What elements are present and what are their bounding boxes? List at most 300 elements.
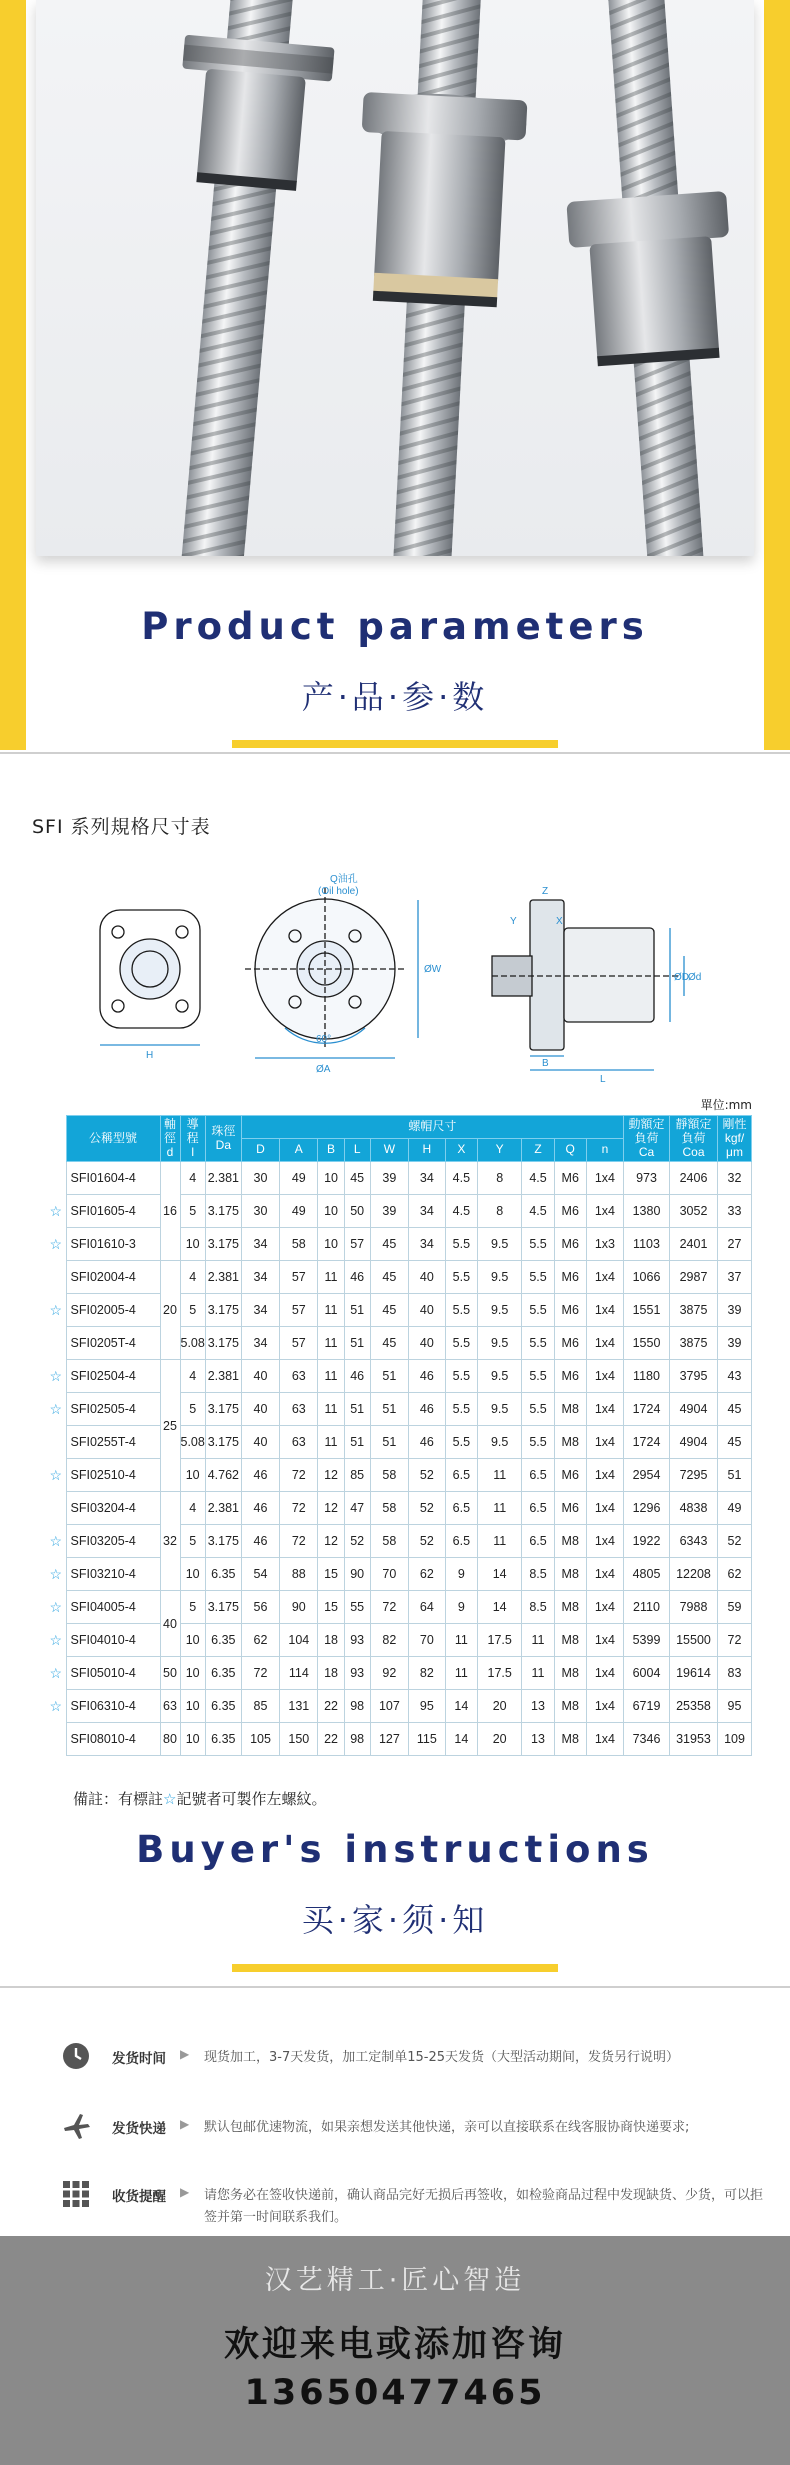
star-mark: ☆ [46, 1690, 66, 1723]
star-mark: ☆ [46, 1393, 66, 1426]
cell-q: M6 [554, 1294, 586, 1327]
cell-w: 127 [370, 1723, 408, 1756]
cell-y: 17.5 [477, 1657, 521, 1690]
star-mark: ☆ [46, 1624, 66, 1657]
cell-y: 9.5 [477, 1360, 521, 1393]
cell-q: M8 [554, 1591, 586, 1624]
cell-a: 90 [280, 1591, 318, 1624]
cell-rigidity: 62 [718, 1558, 752, 1591]
cell-y: 9.5 [477, 1261, 521, 1294]
table-row [46, 1690, 752, 1723]
cell-b: 10 [318, 1228, 344, 1261]
cell-l: 51 [344, 1327, 370, 1360]
cell-x: 6.5 [445, 1525, 477, 1558]
cell-lead: 4 [180, 1162, 205, 1195]
cell-z: 5.5 [522, 1360, 554, 1393]
cell-n: 1x4 [586, 1723, 623, 1756]
table-row [46, 1162, 752, 1195]
cell-q: M6 [554, 1162, 586, 1195]
drawing-label-oil-hole: (Oil hole) [318, 886, 359, 897]
header-col-b: B [318, 1139, 344, 1162]
cell-d: 30 [241, 1195, 279, 1228]
cell-x: 5.5 [445, 1294, 477, 1327]
cell-b: 11 [318, 1294, 344, 1327]
chevron-right-icon: ▶ [180, 2117, 190, 2131]
cell-ball-diameter: 6.35 [205, 1723, 241, 1756]
cell-model: SFI05010-4 [66, 1657, 160, 1690]
cell-d: 46 [241, 1525, 279, 1558]
cell-a: 72 [280, 1492, 318, 1525]
cell-static-load: 3875 [670, 1327, 718, 1360]
cell-w: 39 [370, 1162, 408, 1195]
drawing-label-a: ØA [316, 1064, 331, 1075]
cell-dynamic-load: 6719 [624, 1690, 670, 1723]
cell-b: 15 [318, 1558, 344, 1591]
cell-static-load: 19614 [670, 1657, 718, 1690]
note-prefix: 備註：有標註 [73, 1790, 164, 1808]
cell-model: SFI01605-4 [66, 1195, 160, 1228]
cell-x: 4.5 [445, 1195, 477, 1228]
cell-b: 11 [318, 1327, 344, 1360]
buyer-item-label: 收货提醒 [112, 2189, 166, 2205]
cell-n: 1x4 [586, 1624, 623, 1657]
cell-rigidity: 83 [718, 1657, 752, 1690]
buyer-title-en: Buyer's instructions [136, 1828, 654, 1871]
cell-h: 46 [409, 1393, 446, 1426]
cell-d: 30 [241, 1162, 279, 1195]
drawing-label-z: Z [542, 886, 549, 897]
cell-z: 5.5 [522, 1261, 554, 1294]
cell-rigidity: 72 [718, 1624, 752, 1657]
cell-n: 1x3 [586, 1228, 623, 1261]
cell-l: 93 [344, 1624, 370, 1657]
cell-x: 5.5 [445, 1261, 477, 1294]
table-row [46, 1393, 752, 1426]
grid-icon [60, 2178, 92, 2210]
technical-drawing [80, 860, 720, 1100]
cell-ball-diameter: 2.381 [205, 1261, 241, 1294]
cell-d: 46 [241, 1459, 279, 1492]
cell-z: 8.5 [522, 1558, 554, 1591]
cell-a: 63 [280, 1393, 318, 1426]
cell-shaft-diameter: 32 [160, 1492, 180, 1591]
cell-h: 40 [409, 1327, 446, 1360]
header-ball: 珠徑 Da [205, 1116, 241, 1162]
cell-z: 13 [522, 1690, 554, 1723]
cell-lead: 4 [180, 1360, 205, 1393]
header-col-x: X [445, 1139, 477, 1162]
cell-h: 64 [409, 1591, 446, 1624]
table-row [46, 1294, 752, 1327]
cell-ball-diameter: 2.381 [205, 1492, 241, 1525]
cell-x: 5.5 [445, 1228, 477, 1261]
cell-dynamic-load: 1180 [624, 1360, 670, 1393]
cell-a: 57 [280, 1261, 318, 1294]
cell-l: 85 [344, 1459, 370, 1492]
cell-dynamic-load: 1724 [624, 1393, 670, 1426]
spec-table-body [46, 1162, 752, 1756]
header-static-load: 靜額定 負荷 Coa [670, 1116, 718, 1162]
buyer-item-text: 请您务必在签收快递前，确认商品完好无损后再签收，如检验商品过程中发现缺货、少货，可以拒签并第一时间联系我们。 [204, 2188, 764, 2225]
cell-w: 72 [370, 1591, 408, 1624]
cell-shaft-diameter: 20 [160, 1261, 180, 1360]
cell-model: SFI02510-4 [66, 1459, 160, 1492]
cell-n: 1x4 [586, 1591, 623, 1624]
cell-static-load: 4904 [670, 1426, 718, 1459]
cell-ball-diameter: 3.175 [205, 1591, 241, 1624]
star-col-header [46, 1116, 66, 1162]
cell-w: 51 [370, 1426, 408, 1459]
cell-shaft-diameter: 50 [160, 1657, 180, 1690]
cell-y: 20 [477, 1690, 521, 1723]
cell-static-load: 3875 [670, 1294, 718, 1327]
cell-rigidity: 95 [718, 1690, 752, 1723]
header-col-w: W [370, 1139, 408, 1162]
cell-q: M8 [554, 1393, 586, 1426]
star-mark: ☆ [46, 1525, 66, 1558]
cell-lead: 10 [180, 1723, 205, 1756]
cell-lead: 10 [180, 1558, 205, 1591]
cell-a: 72 [280, 1525, 318, 1558]
cell-l: 46 [344, 1261, 370, 1294]
cell-a: 72 [280, 1459, 318, 1492]
cell-q: M6 [554, 1492, 586, 1525]
drawing-label-60deg: 60° [316, 1034, 332, 1045]
cell-h: 82 [409, 1657, 446, 1690]
cell-h: 34 [409, 1162, 446, 1195]
cell-b: 11 [318, 1426, 344, 1459]
cell-z: 6.5 [522, 1459, 554, 1492]
cell-d: 34 [241, 1261, 279, 1294]
cell-l: 98 [344, 1690, 370, 1723]
cell-w: 51 [370, 1360, 408, 1393]
cell-x: 5.5 [445, 1327, 477, 1360]
cell-a: 63 [280, 1360, 318, 1393]
star-mark: ☆ [46, 1294, 66, 1327]
cell-ball-diameter: 3.175 [205, 1525, 241, 1558]
table-row [46, 1723, 752, 1756]
buyer-title-cn: 买·家·须·知 [301, 1901, 489, 1939]
cell-a: 57 [280, 1327, 318, 1360]
cell-w: 45 [370, 1261, 408, 1294]
drawing-label-b: B [542, 1058, 549, 1069]
cell-x: 14 [445, 1723, 477, 1756]
cell-ball-diameter: 3.175 [205, 1228, 241, 1261]
cell-b: 10 [318, 1162, 344, 1195]
cell-lead: 5.08 [180, 1327, 205, 1360]
drawing-label-h: H [146, 1050, 154, 1061]
cell-lead: 10 [180, 1624, 205, 1657]
cell-static-load: 2401 [670, 1228, 718, 1261]
cell-n: 1x4 [586, 1195, 623, 1228]
cell-static-load: 15500 [670, 1624, 718, 1657]
cell-lead: 5 [180, 1195, 205, 1228]
cell-q: M8 [554, 1624, 586, 1657]
header-col-d: D [241, 1139, 279, 1162]
cell-d: 105 [241, 1723, 279, 1756]
cell-y: 9.5 [477, 1393, 521, 1426]
header-col-a: A [280, 1139, 318, 1162]
cell-a: 57 [280, 1294, 318, 1327]
cell-l: 90 [344, 1558, 370, 1591]
cell-x: 4.5 [445, 1162, 477, 1195]
cell-a: 131 [280, 1690, 318, 1723]
cell-y: 9.5 [477, 1426, 521, 1459]
cell-w: 51 [370, 1393, 408, 1426]
star-mark: ☆ [46, 1360, 66, 1393]
cell-rigidity: 32 [718, 1162, 752, 1195]
cell-rigidity: 109 [718, 1723, 752, 1756]
cell-l: 50 [344, 1195, 370, 1228]
cell-h: 52 [409, 1459, 446, 1492]
cell-shaft-diameter: 63 [160, 1690, 180, 1723]
cell-b: 11 [318, 1261, 344, 1294]
table-row [46, 1426, 752, 1459]
cell-l: 52 [344, 1525, 370, 1558]
table-row [46, 1657, 752, 1690]
cell-x: 6.5 [445, 1459, 477, 1492]
parameters-title-en: Product parameters [141, 605, 649, 648]
cell-n: 1x4 [586, 1525, 623, 1558]
cell-w: 45 [370, 1228, 408, 1261]
star-mark [46, 1492, 66, 1525]
cell-lead: 10 [180, 1657, 205, 1690]
cell-model: SFI02505-4 [66, 1393, 160, 1426]
product-photo [36, 0, 754, 556]
divider-line [0, 752, 790, 754]
cell-q: M6 [554, 1195, 586, 1228]
cell-a: 58 [280, 1228, 318, 1261]
cell-z: 6.5 [522, 1492, 554, 1525]
cell-shaft-diameter: 25 [160, 1360, 180, 1492]
buyer-item-text: 现货加工，3-7天发货，加工定制单15-25天发货（大型活动期间，发货另行说明） [204, 2050, 680, 2065]
header-col-h: H [409, 1139, 446, 1162]
cell-n: 1x4 [586, 1360, 623, 1393]
table-row [46, 1360, 752, 1393]
cell-x: 5.5 [445, 1426, 477, 1459]
cell-ball-diameter: 3.175 [205, 1294, 241, 1327]
cell-model: SFI04005-4 [66, 1591, 160, 1624]
header-model: 公稱型號 [66, 1116, 160, 1162]
header-nut-group: 螺帽尺寸 [241, 1116, 623, 1139]
cell-h: 52 [409, 1525, 446, 1558]
cell-n: 1x4 [586, 1327, 623, 1360]
cell-d: 34 [241, 1294, 279, 1327]
cell-z: 4.5 [522, 1195, 554, 1228]
cell-x: 11 [445, 1624, 477, 1657]
cell-dynamic-load: 1103 [624, 1228, 670, 1261]
buyer-divider [0, 1986, 790, 1988]
cell-shaft-diameter: 40 [160, 1591, 180, 1657]
cell-n: 1x4 [586, 1294, 623, 1327]
cell-d: 34 [241, 1228, 279, 1261]
cell-a: 63 [280, 1426, 318, 1459]
cell-lead: 4 [180, 1492, 205, 1525]
star-mark: ☆ [46, 1228, 66, 1261]
cell-dynamic-load: 1724 [624, 1426, 670, 1459]
parameters-underline [232, 740, 558, 748]
cell-n: 1x4 [586, 1162, 623, 1195]
table-row [46, 1195, 752, 1228]
cell-model: SFI02504-4 [66, 1360, 160, 1393]
footer-phone[interactable]: 13650477465 [244, 2373, 546, 2413]
cell-b: 11 [318, 1393, 344, 1426]
cell-d: 46 [241, 1492, 279, 1525]
cell-static-load: 2987 [670, 1261, 718, 1294]
cell-h: 95 [409, 1690, 446, 1723]
cell-q: M8 [554, 1657, 586, 1690]
cell-y: 9.5 [477, 1228, 521, 1261]
series-title: SFI 系列規格尺寸表 [32, 816, 211, 838]
cell-d: 85 [241, 1690, 279, 1723]
cell-q: M6 [554, 1261, 586, 1294]
cell-l: 45 [344, 1162, 370, 1195]
cell-shaft-diameter: 80 [160, 1723, 180, 1756]
cell-l: 51 [344, 1393, 370, 1426]
cell-b: 18 [318, 1657, 344, 1690]
cell-dynamic-load: 6004 [624, 1657, 670, 1690]
cell-x: 9 [445, 1591, 477, 1624]
cell-y: 11 [477, 1525, 521, 1558]
buyer-underline [232, 1964, 558, 1972]
cell-h: 52 [409, 1492, 446, 1525]
cell-d: 40 [241, 1426, 279, 1459]
table-row [46, 1525, 752, 1558]
table-note [73, 1788, 326, 1809]
cell-b: 18 [318, 1624, 344, 1657]
cell-q: M6 [554, 1228, 586, 1261]
star-mark [46, 1327, 66, 1360]
header-shaft: 軸徑 d [160, 1116, 180, 1162]
cell-static-load: 6343 [670, 1525, 718, 1558]
cell-rigidity: 39 [718, 1327, 752, 1360]
cell-model: SFI03205-4 [66, 1525, 160, 1558]
header-col-q: Q [554, 1139, 586, 1162]
cell-n: 1x4 [586, 1690, 623, 1723]
table-row [46, 1624, 752, 1657]
cell-a: 150 [280, 1723, 318, 1756]
drawing-label-d2: Ød [688, 972, 702, 983]
cell-n: 1x4 [586, 1426, 623, 1459]
cell-dynamic-load: 4805 [624, 1558, 670, 1591]
cell-b: 12 [318, 1525, 344, 1558]
cell-lead: 5.08 [180, 1426, 205, 1459]
cell-q: M6 [554, 1459, 586, 1492]
star-mark: ☆ [46, 1558, 66, 1591]
cell-d: 56 [241, 1591, 279, 1624]
buyer-item-label: 发货时间 [112, 2051, 166, 2067]
cell-rigidity: 52 [718, 1525, 752, 1558]
cell-lead: 10 [180, 1228, 205, 1261]
cell-h: 46 [409, 1426, 446, 1459]
cell-b: 22 [318, 1723, 344, 1756]
cell-w: 82 [370, 1624, 408, 1657]
cell-l: 98 [344, 1723, 370, 1756]
cell-x: 5.5 [445, 1393, 477, 1426]
cell-ball-diameter: 2.381 [205, 1162, 241, 1195]
cell-model: SFI08010-4 [66, 1723, 160, 1756]
header-dynamic-load: 動額定 負荷 Ca [624, 1116, 670, 1162]
cell-rigidity: 51 [718, 1459, 752, 1492]
cell-y: 8 [477, 1195, 521, 1228]
cell-static-load: 3052 [670, 1195, 718, 1228]
cell-q: M6 [554, 1327, 586, 1360]
airplane-icon [60, 2110, 92, 2142]
cell-model: SFI03210-4 [66, 1558, 160, 1591]
header-col-n: n [586, 1139, 623, 1162]
cell-rigidity: 59 [718, 1591, 752, 1624]
cell-ball-diameter: 3.175 [205, 1195, 241, 1228]
cell-w: 92 [370, 1657, 408, 1690]
cell-static-load: 3795 [670, 1360, 718, 1393]
table-row [46, 1228, 752, 1261]
cell-z: 5.5 [522, 1426, 554, 1459]
cell-z: 11 [522, 1657, 554, 1690]
table-row [46, 1591, 752, 1624]
cell-y: 9.5 [477, 1327, 521, 1360]
cell-static-load: 25358 [670, 1690, 718, 1723]
cell-d: 54 [241, 1558, 279, 1591]
cell-l: 93 [344, 1657, 370, 1690]
cell-a: 49 [280, 1162, 318, 1195]
cell-n: 1x4 [586, 1558, 623, 1591]
cell-ball-diameter: 6.35 [205, 1558, 241, 1591]
drawing-label-q-oil-hole: Q油孔 [330, 874, 358, 885]
cell-q: M8 [554, 1723, 586, 1756]
cell-lead: 10 [180, 1459, 205, 1492]
star-mark [46, 1723, 66, 1756]
cell-rigidity: 39 [718, 1294, 752, 1327]
cell-dynamic-load: 7346 [624, 1723, 670, 1756]
star-mark [46, 1162, 66, 1195]
drawing-label-y: Y [510, 916, 517, 927]
buyer-item-text: 默认包邮优速物流，如果亲想发送其他快递，亲可以直接联系在线客服协商快递要求; [204, 2120, 690, 2135]
cell-d: 40 [241, 1360, 279, 1393]
cell-d: 40 [241, 1393, 279, 1426]
note-suffix: 記號者可製作左螺紋。 [176, 1790, 327, 1808]
cell-h: 115 [409, 1723, 446, 1756]
cell-z: 4.5 [522, 1162, 554, 1195]
cell-z: 5.5 [522, 1228, 554, 1261]
cell-w: 58 [370, 1492, 408, 1525]
cell-w: 45 [370, 1327, 408, 1360]
cell-lead: 5 [180, 1591, 205, 1624]
cell-dynamic-load: 1922 [624, 1525, 670, 1558]
drawing-label-w: ØW [424, 964, 442, 975]
cell-l: 47 [344, 1492, 370, 1525]
cell-ball-diameter: 6.35 [205, 1624, 241, 1657]
cell-static-load: 7295 [670, 1459, 718, 1492]
cell-q: M8 [554, 1690, 586, 1723]
note-star: ☆ [163, 1790, 177, 1808]
cell-b: 22 [318, 1690, 344, 1723]
contact-footer [0, 2236, 790, 2465]
cell-w: 45 [370, 1294, 408, 1327]
cell-ball-diameter: 6.35 [205, 1657, 241, 1690]
cell-w: 58 [370, 1459, 408, 1492]
cell-a: 88 [280, 1558, 318, 1591]
cell-z: 8.5 [522, 1591, 554, 1624]
cell-dynamic-load: 1296 [624, 1492, 670, 1525]
cell-model: SFI06310-4 [66, 1690, 160, 1723]
cell-static-load: 4904 [670, 1393, 718, 1426]
star-mark: ☆ [46, 1657, 66, 1690]
cell-q: M8 [554, 1426, 586, 1459]
cell-z: 11 [522, 1624, 554, 1657]
unit-label: 單位:mm [700, 1098, 752, 1112]
cell-static-load: 4838 [670, 1492, 718, 1525]
cell-dynamic-load: 1551 [624, 1294, 670, 1327]
